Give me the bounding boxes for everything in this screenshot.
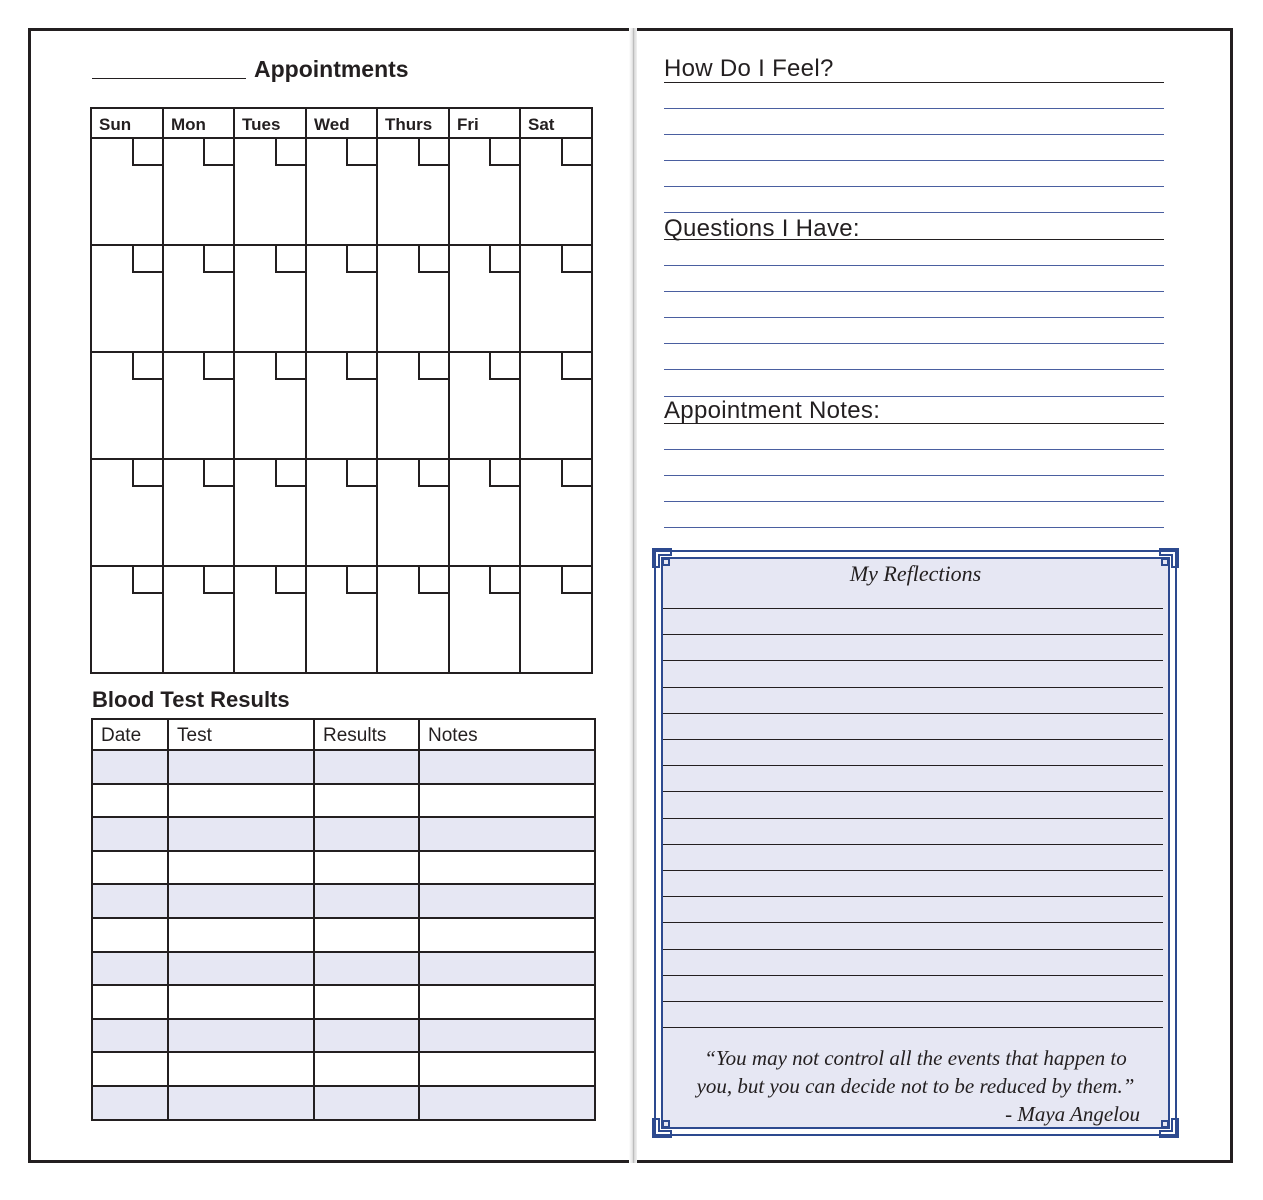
calendar-day-cell[interactable] bbox=[520, 459, 592, 566]
writing-line[interactable] bbox=[663, 896, 1163, 897]
calendar-day-cell[interactable] bbox=[449, 352, 520, 459]
results-cell[interactable] bbox=[314, 918, 419, 952]
date-number-box[interactable] bbox=[418, 246, 448, 273]
date-number-box[interactable] bbox=[132, 460, 162, 487]
calendar-day-cell[interactable] bbox=[91, 566, 163, 673]
notes-cell[interactable] bbox=[419, 952, 595, 986]
writing-line[interactable] bbox=[664, 160, 1164, 161]
blood-test-rows bbox=[92, 750, 595, 1120]
test-cell[interactable] bbox=[168, 784, 314, 818]
table-row bbox=[92, 1086, 595, 1120]
calendar-day-cell[interactable] bbox=[234, 352, 306, 459]
day-header-mon: Mon bbox=[163, 108, 234, 138]
results-cell[interactable] bbox=[314, 1052, 419, 1086]
calendar-week-row bbox=[91, 459, 592, 566]
test-cell[interactable] bbox=[168, 884, 314, 918]
table-row bbox=[92, 851, 595, 885]
date-number-box[interactable] bbox=[132, 139, 162, 166]
calendar-day-cell[interactable] bbox=[163, 245, 234, 352]
date-number-box[interactable] bbox=[275, 567, 305, 594]
date-number-box[interactable] bbox=[275, 246, 305, 273]
writing-line[interactable] bbox=[663, 1027, 1163, 1028]
date-number-box[interactable] bbox=[418, 460, 448, 487]
date-number-box[interactable] bbox=[275, 460, 305, 487]
questions-heading: Questions I Have: bbox=[664, 215, 860, 242]
table-row bbox=[92, 918, 595, 952]
date-number-box[interactable] bbox=[561, 567, 591, 594]
day-header-tues: Tues bbox=[234, 108, 306, 138]
results-cell[interactable] bbox=[314, 1019, 419, 1053]
notes-cell[interactable] bbox=[419, 817, 595, 851]
writing-line[interactable] bbox=[663, 818, 1163, 819]
date-number-box[interactable] bbox=[203, 246, 233, 273]
writing-line[interactable] bbox=[663, 870, 1163, 871]
date-number-box[interactable] bbox=[203, 460, 233, 487]
writing-line[interactable] bbox=[664, 501, 1164, 502]
results-cell[interactable] bbox=[314, 952, 419, 986]
date-cell[interactable] bbox=[92, 985, 168, 1019]
reflections-box bbox=[651, 547, 1180, 1139]
calendar-day-cell[interactable] bbox=[163, 352, 234, 459]
results-cell[interactable] bbox=[314, 784, 419, 818]
corner-ornament-icon bbox=[651, 1117, 673, 1139]
test-cell[interactable] bbox=[168, 1019, 314, 1053]
calendar-day-cell[interactable] bbox=[234, 459, 306, 566]
date-number-box[interactable] bbox=[132, 353, 162, 380]
calendar-day-cell[interactable] bbox=[234, 566, 306, 673]
day-header-sat: Sat bbox=[520, 108, 592, 138]
quote-line: you, but you can decide not to be reduced by them.” bbox=[696, 1074, 1135, 1098]
writing-line[interactable] bbox=[663, 634, 1163, 635]
notes-cell[interactable] bbox=[419, 985, 595, 1019]
writing-line[interactable] bbox=[664, 108, 1164, 109]
date-cell[interactable] bbox=[92, 750, 168, 784]
writing-line[interactable] bbox=[663, 1001, 1163, 1002]
writing-line[interactable] bbox=[663, 765, 1163, 766]
calendar-day-cell[interactable] bbox=[91, 245, 163, 352]
calendar-week-row bbox=[91, 566, 592, 673]
date-number-box[interactable] bbox=[561, 139, 591, 166]
column-header-test: Test bbox=[168, 719, 314, 750]
writing-line[interactable] bbox=[663, 608, 1163, 609]
results-cell[interactable] bbox=[314, 1086, 419, 1120]
date-number-box[interactable] bbox=[489, 353, 519, 380]
date-number-box[interactable] bbox=[275, 353, 305, 380]
table-row bbox=[92, 817, 595, 851]
calendar-day-cell[interactable] bbox=[306, 352, 377, 459]
calendar-day-cell[interactable] bbox=[234, 138, 306, 245]
calendar-day-cell[interactable] bbox=[520, 566, 592, 673]
appointment-notes-heading: Appointment Notes: bbox=[664, 397, 881, 424]
writing-line[interactable] bbox=[663, 660, 1163, 661]
test-cell[interactable] bbox=[168, 817, 314, 851]
calendar-day-cell[interactable] bbox=[163, 138, 234, 245]
column-header-notes: Notes bbox=[419, 719, 595, 750]
results-cell[interactable] bbox=[314, 817, 419, 851]
calendar-day-cell[interactable] bbox=[520, 138, 592, 245]
notes-cell[interactable] bbox=[419, 1086, 595, 1120]
how-do-i-feel-heading: How Do I Feel? bbox=[664, 55, 834, 82]
date-number-box[interactable] bbox=[561, 460, 591, 487]
calendar-header-row bbox=[91, 108, 592, 138]
test-cell[interactable] bbox=[168, 851, 314, 885]
writing-line[interactable] bbox=[663, 949, 1163, 950]
calendar-day-cell[interactable] bbox=[377, 459, 449, 566]
test-cell[interactable] bbox=[168, 1052, 314, 1086]
quote-line: “You may not control all the events that happen to bbox=[704, 1046, 1127, 1070]
writing-line[interactable] bbox=[663, 687, 1163, 688]
writing-line[interactable] bbox=[664, 291, 1164, 292]
results-cell[interactable] bbox=[314, 985, 419, 1019]
date-number-box[interactable] bbox=[489, 246, 519, 273]
date-number-box[interactable] bbox=[489, 139, 519, 166]
date-number-box[interactable] bbox=[203, 353, 233, 380]
writing-line[interactable] bbox=[664, 475, 1164, 476]
date-number-box[interactable] bbox=[275, 139, 305, 166]
date-cell[interactable] bbox=[92, 851, 168, 885]
results-cell[interactable] bbox=[314, 851, 419, 885]
table-row bbox=[92, 1052, 595, 1086]
table-row bbox=[92, 952, 595, 986]
calendar-day-cell[interactable] bbox=[377, 245, 449, 352]
date-number-box[interactable] bbox=[346, 246, 376, 273]
test-cell[interactable] bbox=[168, 952, 314, 986]
calendar-week-row bbox=[91, 138, 592, 245]
calendar-day-cell[interactable] bbox=[520, 352, 592, 459]
date-cell[interactable] bbox=[92, 784, 168, 818]
calendar-day-cell[interactable] bbox=[449, 459, 520, 566]
notes-cell[interactable] bbox=[419, 750, 595, 784]
writing-line[interactable] bbox=[663, 975, 1163, 976]
calendar-day-cell[interactable] bbox=[306, 566, 377, 673]
results-cell[interactable] bbox=[314, 884, 419, 918]
date-cell[interactable] bbox=[92, 918, 168, 952]
calendar-day-cell[interactable] bbox=[234, 245, 306, 352]
date-number-box[interactable] bbox=[418, 139, 448, 166]
calendar-day-cell[interactable] bbox=[91, 138, 163, 245]
writing-line[interactable] bbox=[664, 265, 1164, 266]
test-cell[interactable] bbox=[168, 985, 314, 1019]
date-number-box[interactable] bbox=[489, 567, 519, 594]
date-number-box[interactable] bbox=[418, 567, 448, 594]
calendar-day-cell[interactable] bbox=[377, 352, 449, 459]
date-cell[interactable] bbox=[92, 884, 168, 918]
calendar-day-cell[interactable] bbox=[163, 459, 234, 566]
questions-underline bbox=[664, 239, 1164, 240]
column-header-date: Date bbox=[92, 719, 168, 750]
calendar-day-cell[interactable] bbox=[306, 459, 377, 566]
date-number-box[interactable] bbox=[132, 567, 162, 594]
date-number-box[interactable] bbox=[489, 460, 519, 487]
notes-cell[interactable] bbox=[419, 1052, 595, 1086]
calendar-day-cell[interactable] bbox=[449, 138, 520, 245]
corner-ornament-icon bbox=[1158, 1117, 1180, 1139]
test-cell[interactable] bbox=[168, 918, 314, 952]
writing-line[interactable] bbox=[664, 369, 1164, 370]
table-row bbox=[92, 985, 595, 1019]
blood-test-title: Blood Test Results bbox=[92, 687, 290, 712]
date-number-box[interactable] bbox=[346, 353, 376, 380]
notes-cell[interactable] bbox=[419, 851, 595, 885]
calendar-day-cell[interactable] bbox=[449, 566, 520, 673]
table-row bbox=[92, 1019, 595, 1053]
notes-cell[interactable] bbox=[419, 884, 595, 918]
calendar-day-cell[interactable] bbox=[520, 245, 592, 352]
quote bbox=[651, 1044, 1180, 1100]
writing-line[interactable] bbox=[663, 922, 1163, 923]
calendar-day-cell[interactable] bbox=[377, 138, 449, 245]
date-cell[interactable] bbox=[92, 952, 168, 986]
table-row bbox=[92, 784, 595, 818]
writing-line[interactable] bbox=[664, 449, 1164, 450]
calendar-day-cell[interactable] bbox=[91, 459, 163, 566]
date-number-box[interactable] bbox=[203, 567, 233, 594]
blood-test-table bbox=[91, 718, 596, 1121]
day-header-sun: Sun bbox=[91, 108, 163, 138]
results-cell[interactable] bbox=[314, 750, 419, 784]
date-number-box[interactable] bbox=[132, 246, 162, 273]
day-header-thurs: Thurs bbox=[377, 108, 449, 138]
date-cell[interactable] bbox=[92, 1086, 168, 1120]
appointment-notes-underline bbox=[664, 423, 1164, 424]
calendar-week-row bbox=[91, 352, 592, 459]
date-number-box[interactable] bbox=[561, 246, 591, 273]
date-number-box[interactable] bbox=[346, 567, 376, 594]
quote-author: - Maya Angelou bbox=[1005, 1102, 1140, 1126]
calendar-day-cell[interactable] bbox=[91, 352, 163, 459]
writing-line[interactable] bbox=[664, 186, 1164, 187]
writing-line[interactable] bbox=[664, 212, 1164, 213]
appointments-title: Appointments bbox=[254, 56, 409, 82]
test-cell[interactable] bbox=[168, 750, 314, 784]
writing-line[interactable] bbox=[663, 739, 1163, 740]
date-cell[interactable] bbox=[92, 817, 168, 851]
date-number-box[interactable] bbox=[203, 139, 233, 166]
date-number-box[interactable] bbox=[418, 353, 448, 380]
blood-test-header-row bbox=[92, 719, 595, 750]
table-row bbox=[92, 884, 595, 918]
writing-line[interactable] bbox=[664, 134, 1164, 135]
table-row bbox=[92, 750, 595, 784]
calendar-day-cell[interactable] bbox=[306, 138, 377, 245]
how-do-i-feel-underline bbox=[664, 82, 1164, 83]
writing-line[interactable] bbox=[663, 791, 1163, 792]
date-cell[interactable] bbox=[92, 1052, 168, 1086]
month-blank-line[interactable] bbox=[92, 78, 246, 79]
calendar-week-row bbox=[91, 245, 592, 352]
date-number-box[interactable] bbox=[561, 353, 591, 380]
date-number-box[interactable] bbox=[346, 139, 376, 166]
calendar-day-cell[interactable] bbox=[163, 566, 234, 673]
date-number-box[interactable] bbox=[346, 460, 376, 487]
notes-cell[interactable] bbox=[419, 784, 595, 818]
appointments-calendar bbox=[90, 107, 593, 674]
calendar-day-cell[interactable] bbox=[377, 566, 449, 673]
writing-line[interactable] bbox=[664, 527, 1164, 528]
writing-line[interactable] bbox=[664, 317, 1164, 318]
spine-fold bbox=[633, 28, 634, 1163]
writing-line[interactable] bbox=[663, 844, 1163, 845]
day-header-wed: Wed bbox=[306, 108, 377, 138]
column-header-results: Results bbox=[314, 719, 419, 750]
writing-line[interactable] bbox=[663, 713, 1163, 714]
reflections-title: My Reflections bbox=[849, 561, 982, 586]
notes-cell[interactable] bbox=[419, 918, 595, 952]
date-cell[interactable] bbox=[92, 1019, 168, 1053]
day-header-fri: Fri bbox=[449, 108, 520, 138]
calendar-weeks bbox=[91, 138, 592, 673]
test-cell[interactable] bbox=[168, 1086, 314, 1120]
writing-line[interactable] bbox=[664, 343, 1164, 344]
calendar-day-cell[interactable] bbox=[306, 245, 377, 352]
calendar-day-cell[interactable] bbox=[449, 245, 520, 352]
notes-cell[interactable] bbox=[419, 1019, 595, 1053]
